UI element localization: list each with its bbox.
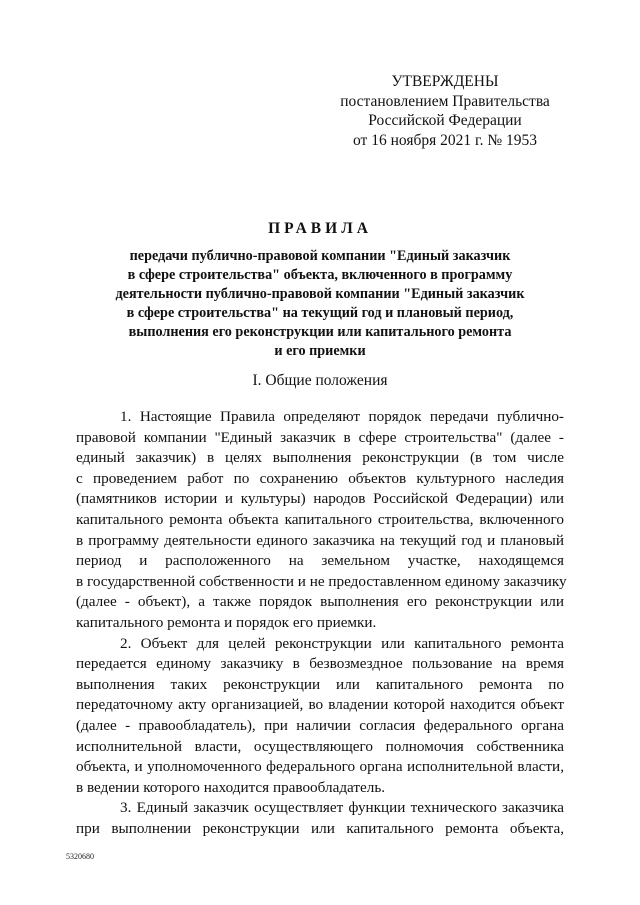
paragraph-line: период и расположенного на земельном участке, находящемся — [76, 552, 564, 570]
paragraph-line: (памятников истории и культуры) народов Российской Федерации) или — [76, 490, 564, 508]
approval-line: от 16 ноября 2021 г. № 1953 — [353, 131, 537, 149]
subtitle-line: и его приемки — [274, 343, 366, 359]
paragraph-line: выполнения таких реконструкции или капитального ремонта по — [76, 675, 564, 693]
subtitle-line: выполнения его реконструкции или капитального ремонта — [128, 324, 512, 340]
approval-line: Российской Федерации — [368, 112, 522, 129]
subtitle-line: передачи публично-правовой компании "Единый заказчик — [129, 248, 511, 264]
paragraph-line: 3. Единый заказчик осуществляет функции технического заказчика — [120, 799, 564, 817]
approval-block — [330, 72, 560, 150]
paragraph-line: капитального ремонта и порядок его приемки. — [76, 613, 377, 631]
subtitle-line: в сфере строительства" объекта, включенного в программу — [127, 267, 513, 283]
document-code: 5320680 — [66, 852, 94, 861]
paragraph-line: в государственной собственности и не предоставленном единому заказчику — [76, 572, 567, 590]
paragraph-line: объекта, и уполномоченного федерального органа исполнительной власти, — [76, 758, 564, 776]
paragraph-line: 1. Настоящие Правила определяют порядок передачи публично- — [120, 408, 564, 425]
paragraph-line: 2. Объект для целей реконструкции или капитального ремонта — [120, 634, 564, 652]
paragraph-line: (далее - правообладатель), при наличии согласия федерального органа — [76, 716, 564, 734]
paragraph-line: единый заказчик) в целях выполнения реконструкции (в том числе — [76, 449, 564, 467]
approval-line: постановлением Правительства — [340, 92, 550, 110]
paragraph-line: капитального ремонта объекта капитального строительства, включенного — [76, 510, 564, 528]
paragraph-line: правовой компании "Единый заказчик в сфере строительства" (далее - — [76, 428, 564, 446]
paragraph-line: в ведении которого находится правообладатель. — [76, 778, 386, 796]
section-heading: I. Общие положения — [252, 372, 388, 389]
approval-line: УТВЕРЖДЕНЫ — [391, 73, 499, 90]
subtitle-line: деятельности публично-правовой компании "Единый заказчик — [115, 286, 525, 302]
paragraph-line: исполнительной власти, осуществляющего полномочия собственника — [76, 737, 564, 755]
subtitle-line: в сфере строительства" на текущий год и плановый период, — [126, 305, 514, 321]
document-subtitle — [60, 247, 580, 361]
paragraph-line: передается единому заказчику в безвозмездное пользование на время — [76, 655, 564, 673]
paragraph-line: при выполнении реконструкции или капитального ремонта объекта, — [76, 819, 564, 837]
paragraph-line: передаточному акту организацией, во владении которой находится объект — [76, 696, 564, 714]
body-text — [76, 407, 567, 839]
paragraph-line: (далее - объект), а также порядок выполнения его реконструкции или — [76, 593, 564, 611]
paragraph-line: в программу деятельности единого заказчика на текущий год и плановый — [76, 531, 564, 549]
document-title: ПРАВИЛА — [268, 220, 372, 237]
paragraph-line: с проведением работ по сохранению объектов культурного наследия — [76, 469, 564, 487]
